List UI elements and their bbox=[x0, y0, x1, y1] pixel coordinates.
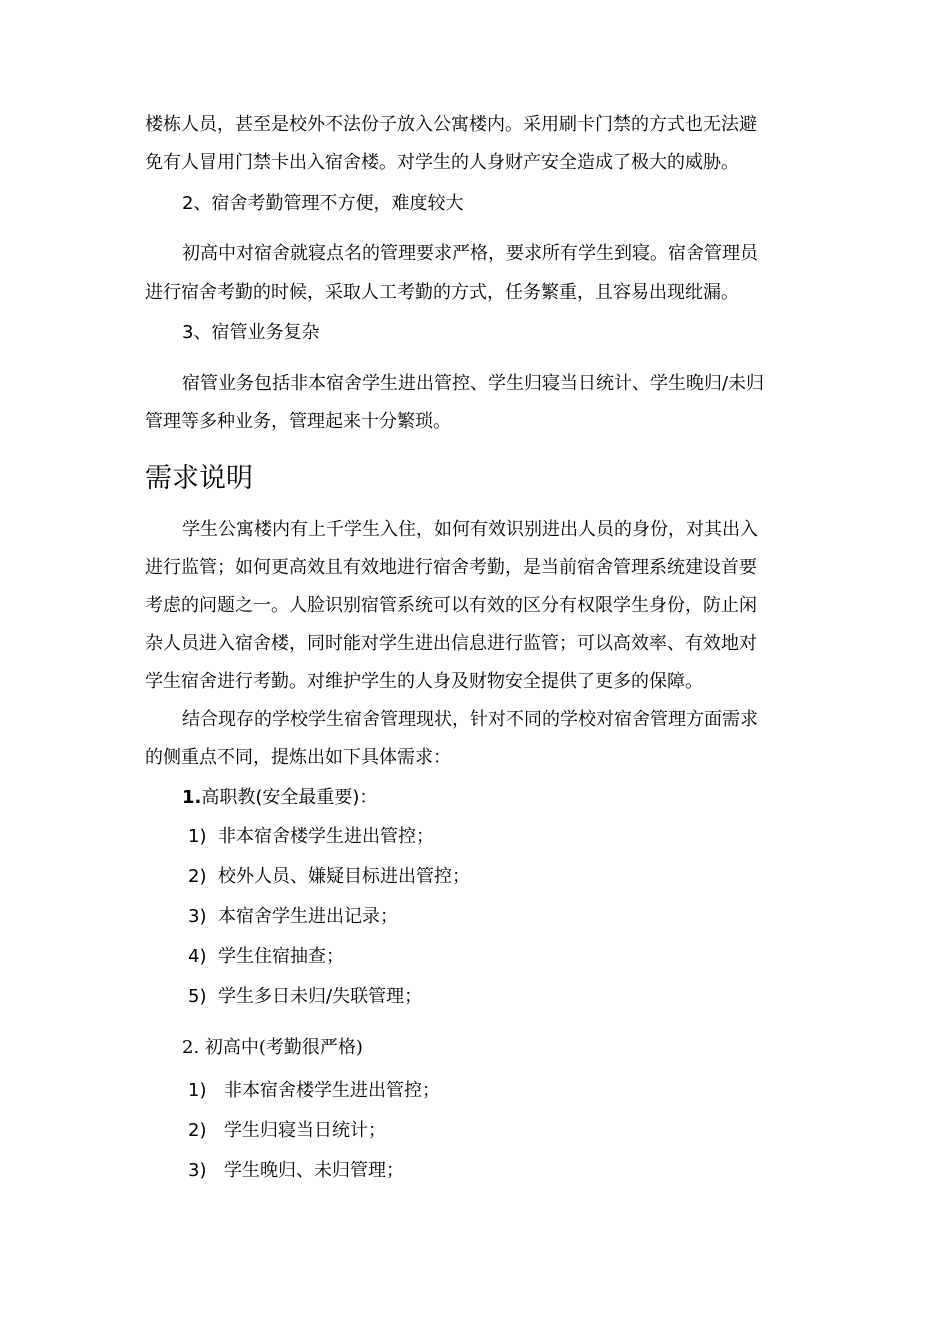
section1-title-text: 高职教(安全最重要)： bbox=[201, 787, 378, 808]
list-item bbox=[188, 905, 398, 929]
list-item-number: 1) bbox=[188, 826, 207, 847]
section-heading: 需求说明 bbox=[145, 463, 253, 494]
paragraph-line: 学生宿舍进行考勤。对维护学生的人身及财物安全提供了更多的保障。 bbox=[145, 671, 703, 692]
list-item-text: 学生晚归、未归管理； bbox=[224, 1160, 404, 1181]
list-item bbox=[188, 865, 470, 889]
list-item-text: 本宿舍学生进出记录； bbox=[218, 906, 398, 927]
list-item-number: 4) bbox=[188, 946, 207, 967]
list-item-number: 5) bbox=[188, 986, 207, 1007]
list-item-number: 1) bbox=[188, 1080, 207, 1101]
list-item bbox=[188, 985, 422, 1009]
list-item bbox=[188, 945, 344, 969]
paragraph-line: 管理等多种业务，管理起来十分繁琐。 bbox=[145, 411, 451, 432]
list-item-number: 2) bbox=[188, 866, 207, 887]
paragraph-line: 结合现存的学校学生宿舍管理现状，针对不同的学校对宿舍管理方面需求 bbox=[182, 709, 758, 730]
paragraph-line: 宿管业务包括非本宿舍学生进出管控、学生归寝当日统计、学生晚归/未归 bbox=[182, 373, 765, 394]
list-item bbox=[188, 1079, 440, 1103]
list-item bbox=[188, 825, 434, 849]
paragraph-line: 的侧重点不同，提炼出如下具体需求： bbox=[145, 747, 451, 768]
list-item-number: 2) bbox=[188, 1120, 207, 1141]
paragraph-line: 学生公寓楼内有上千学生入住，如何有效识别进出人员的身份，对其出入 bbox=[182, 519, 758, 540]
list-item-text: 学生多日未归/失联管理； bbox=[218, 986, 423, 1007]
paragraph-line: 进行宿舍考勤的时候，采取人工考勤的方式，任务繁重，且容易出现纰漏。 bbox=[145, 282, 739, 303]
list-heading-2: 2、宿舍考勤管理不方便，难度较大 bbox=[182, 193, 464, 214]
list-item-text: 校外人员、嫌疑目标进出管控； bbox=[218, 866, 470, 887]
list-item-text: 学生住宿抽查； bbox=[218, 946, 344, 967]
paragraph-line: 杂人员进入宿舍楼，同时能对学生进出信息进行监管；可以高效率、有效地对 bbox=[145, 633, 757, 654]
list-item bbox=[188, 1119, 386, 1143]
list-item-text: 非本宿舍楼学生进出管控； bbox=[218, 826, 434, 847]
list-item bbox=[188, 1159, 404, 1183]
paragraph-line: 初高中对宿舍就寝点名的管理要求严格，要求所有学生到寝。宿舍管理员 bbox=[182, 243, 758, 264]
section2-title: 2. 初高中(考勤很严格) bbox=[182, 1037, 363, 1058]
paragraph-line: 考虑的问题之一。人脸识别宿管系统可以有效的区分有权限学生身份，防止闲 bbox=[145, 595, 757, 616]
paragraph-line: 进行监管；如何更高效且有效地进行宿舍考勤，是当前宿舍管理系统建设首要 bbox=[145, 557, 757, 578]
section1-number: 1. bbox=[182, 787, 202, 808]
list-heading-3: 3、宿管业务复杂 bbox=[182, 322, 320, 343]
section1-title bbox=[182, 786, 377, 810]
paragraph-line: 免有人冒用门禁卡出入宿舍楼。对学生的人身财产安全造成了极大的威胁。 bbox=[145, 152, 739, 173]
list-item-text: 学生归寝当日统计； bbox=[224, 1120, 386, 1141]
list-item-text: 非本宿舍楼学生进出管控； bbox=[224, 1080, 440, 1101]
list-item-number: 3) bbox=[188, 906, 207, 927]
paragraph-line: 楼栋人员，甚至是校外不法份子放入公寓楼内。采用刷卡门禁的方式也无法避 bbox=[145, 114, 757, 135]
list-item-number: 3) bbox=[188, 1160, 207, 1181]
